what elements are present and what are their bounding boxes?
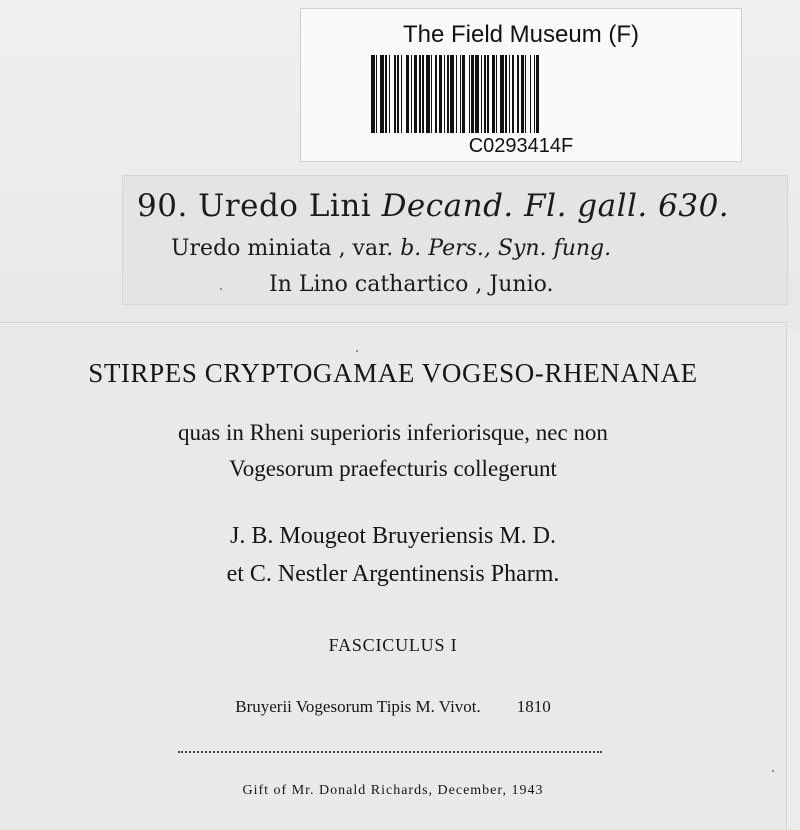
printer: Bruyerii Vogesorum Tipis M. Vivot. (235, 697, 481, 716)
paper-speck (772, 770, 774, 772)
publication-year: 1810 (516, 697, 551, 716)
specimen-label (122, 175, 788, 305)
habitat-line: In Lino cathartico , Junio. (269, 272, 554, 297)
institution-name: The Field Museum (F) (402, 21, 640, 48)
taxon-name: Uredo Lini (198, 188, 372, 224)
title-card (0, 322, 787, 830)
gift-note: Gift of Mr. Donald Richards, December, 1943 (242, 783, 544, 798)
synonym-reference: b. Pers., Syn. fung. (400, 236, 612, 261)
fascicle-label: FASCICULUS I (328, 635, 458, 655)
synonym: Uredo miniata , var. (171, 236, 394, 261)
author-line-1: J. B. Mougeot Bruyeriensis M. D. (230, 523, 556, 549)
specimen-label-line-2 (171, 236, 787, 261)
author-line-2: et C. Nestler Argentinensis Pharm. (226, 561, 560, 587)
catalog-number: C0293414F (468, 135, 574, 157)
barcode (371, 55, 671, 133)
specimen-label-line-1 (137, 188, 787, 224)
subtitle-line-1: quas in Rheni superioris inferiorisque, nec non (178, 420, 608, 445)
exsiccata-number: 90. (137, 188, 188, 224)
paper-speck (356, 350, 358, 352)
taxon-authority: Decand. Fl. gall. 630. (381, 188, 730, 224)
imprint-line (0, 697, 786, 717)
dotted-divider (178, 751, 602, 753)
barcode-space (539, 55, 543, 133)
barcode-label (300, 8, 742, 162)
series-title: STIRPES CRYPTOGAMAE VOGESO-RHENANAE (88, 358, 698, 388)
subtitle-line-2: Vogesorum praefecturis collegerunt (229, 456, 557, 481)
paper-speck (220, 288, 222, 290)
